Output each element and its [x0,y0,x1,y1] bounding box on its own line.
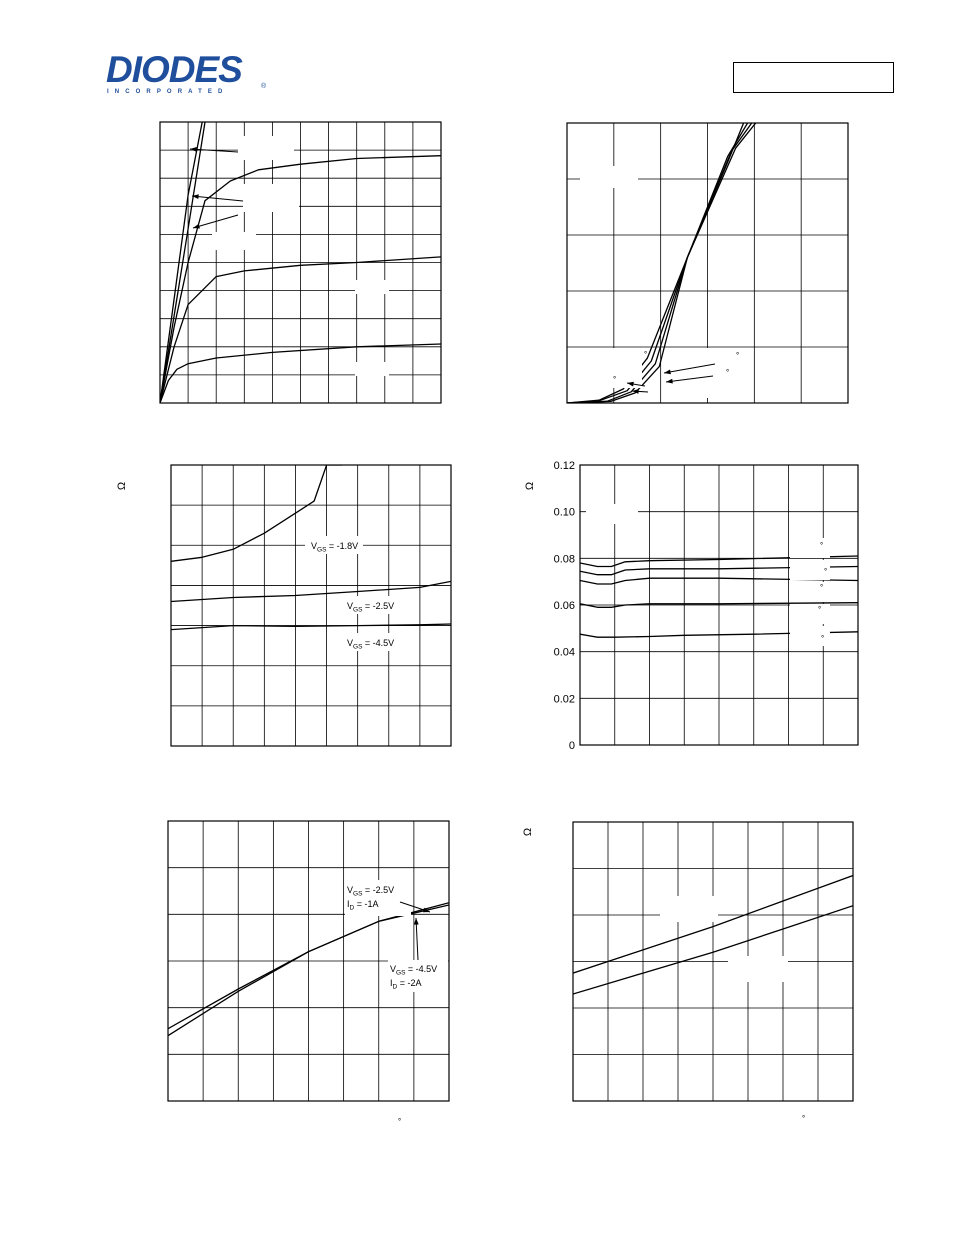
label-background [728,956,788,982]
label-background [238,136,294,160]
label-background [660,896,718,922]
label-background [355,280,389,294]
label-background [790,582,830,602]
degree-mark: ° [818,605,822,614]
degree-mark: ° [398,1117,402,1126]
arrow-head [190,147,197,152]
degree-mark: ° [821,634,825,643]
y-tick-label: 0.10 [553,506,575,519]
degree-mark: ° [613,375,617,384]
series-annotation: $I_D = -1A$ [347,899,379,912]
chart-1 [160,122,441,403]
series-annotation: $V_{GS} = -1.8V$ [311,541,359,554]
series-line-3 [171,624,451,630]
series-annotation: $V_{GS} = -2.5V$ [347,885,395,898]
label-background [580,166,638,188]
logo-wordmark: DIODES [106,49,242,90]
y-tick-label: 0.06 [553,600,575,612]
label-background [586,504,638,524]
degree-mark: ° [820,583,824,592]
degree-mark: ° [726,368,730,377]
y-tick-label: 0.12 [553,460,575,472]
arrow-head [664,369,671,374]
series-line-2 [171,581,451,601]
label-background [600,348,642,388]
degree-mark: ° [644,350,648,359]
y-tick-label: 0 [568,740,575,752]
degree-mark: ° [802,1114,806,1123]
degree-mark: ° [736,351,740,360]
series-annotation: $V_{GS} = -4.5V$ [390,964,438,977]
arrow-head [666,379,673,384]
logo-subtext: INCORPORATED [107,89,229,95]
chart-6 [522,822,853,1123]
y-tick-label: 0.04 [553,646,575,659]
y-tick-label: 0.08 [553,553,575,566]
annotation-arrow [192,196,243,201]
label-background [243,184,299,212]
chart-4 [524,460,858,752]
y-axis-label: Ω [116,481,128,491]
series-annotation: $I_D = -2A$ [390,978,422,991]
label-background [212,232,256,250]
series-annotation: $V_{GS} = -2.5V$ [347,601,395,614]
chart-2 [567,123,848,403]
chart-3 [116,465,451,746]
label-background [790,604,830,624]
degree-mark: ° [824,567,828,576]
arrow-head [414,918,419,925]
degree-mark: ° [820,541,824,550]
label-background [355,362,389,376]
plot-frame [171,465,451,746]
y-tick-label: 0.02 [553,693,575,706]
chart-5 [168,821,449,1126]
label-background [790,538,830,558]
series-annotation: $V_{GS} = -4.5V$ [347,638,395,651]
y-axis-label: Ω [522,827,534,837]
registered-mark: ® [261,83,267,90]
y-axis-label: Ω [524,481,536,491]
